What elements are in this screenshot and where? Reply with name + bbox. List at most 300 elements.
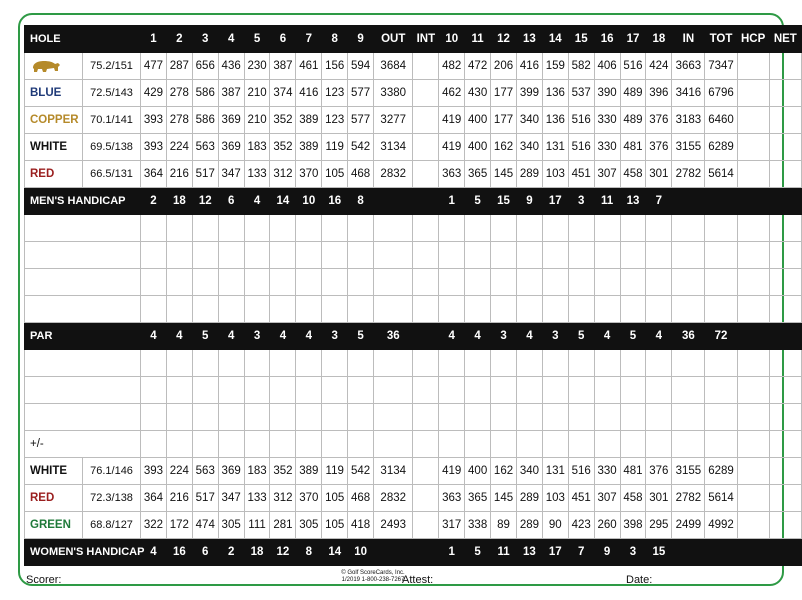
score-entry-cell[interactable]	[620, 431, 646, 458]
score-entry-cell[interactable]	[439, 350, 465, 377]
score-entry-cell[interactable]	[348, 215, 374, 242]
net-cell	[769, 80, 801, 107]
score-entry-cell[interactable]	[348, 431, 374, 458]
score-entry-cell[interactable]	[594, 431, 620, 458]
score-entry-cell[interactable]	[594, 215, 620, 242]
par-row-value: 3	[322, 323, 348, 350]
score-entry-cell[interactable]	[737, 404, 769, 431]
par-row-value: 3	[244, 323, 270, 350]
score-entry-cell[interactable]	[737, 431, 769, 458]
player-name-cell[interactable]	[25, 350, 141, 377]
womens-handicap-row-value: 1	[439, 539, 465, 566]
score-entry-cell[interactable]	[542, 269, 568, 296]
score-entry-cell[interactable]	[413, 215, 439, 242]
score-entry-cell[interactable]	[705, 296, 737, 323]
score-entry-cell[interactable]	[620, 404, 646, 431]
yardage-cell: 287	[166, 53, 192, 80]
yardage-cell: 123	[322, 80, 348, 107]
score-entry-cell[interactable]	[516, 215, 542, 242]
score-entry-cell[interactable]	[413, 269, 439, 296]
score-entry-cell[interactable]	[374, 377, 413, 404]
score-entry-cell[interactable]	[568, 431, 594, 458]
yardage-cell: 481	[620, 134, 646, 161]
yardage-cell: 387	[218, 80, 244, 107]
score-entry-cell[interactable]	[516, 377, 542, 404]
mens-handicap-row-value: 5	[465, 188, 491, 215]
score-entry-cell[interactable]	[192, 242, 218, 269]
score-entry-cell[interactable]	[542, 377, 568, 404]
score-entry-cell[interactable]	[141, 431, 167, 458]
score-entry-cell[interactable]	[270, 377, 296, 404]
yardage-cell: 400	[465, 134, 491, 161]
tee-row	[25, 80, 802, 107]
score-entry-cell[interactable]	[737, 242, 769, 269]
mens-handicap-row-value: 15	[491, 188, 517, 215]
score-entry-cell[interactable]	[192, 296, 218, 323]
score-entry-cell[interactable]	[141, 269, 167, 296]
score-entry-cell[interactable]	[218, 215, 244, 242]
score-entry-cell[interactable]	[491, 431, 517, 458]
player-name-cell[interactable]	[25, 215, 141, 242]
score-entry-cell[interactable]	[737, 296, 769, 323]
hcp-header: HCP	[737, 26, 769, 53]
yardage-cell: 430	[465, 80, 491, 107]
par-row-label: PAR	[25, 323, 141, 350]
score-entry-cell[interactable]	[620, 215, 646, 242]
score-entry-cell[interactable]	[218, 269, 244, 296]
score-entry-cell[interactable]	[737, 350, 769, 377]
score-entry-cell[interactable]	[769, 215, 801, 242]
score-entry-cell[interactable]	[516, 296, 542, 323]
score-entry-cell[interactable]	[620, 242, 646, 269]
score-entry-cell[interactable]	[672, 377, 705, 404]
score-entry-cell[interactable]	[769, 350, 801, 377]
score-entry-cell[interactable]	[166, 350, 192, 377]
score-entry-cell[interactable]	[244, 242, 270, 269]
yardage-cell: 369	[218, 107, 244, 134]
out-total: 2832	[374, 485, 413, 512]
score-entry-cell[interactable]	[296, 377, 322, 404]
score-entry-cell[interactable]	[491, 242, 517, 269]
yardage-cell: 177	[491, 80, 517, 107]
score-entry-cell[interactable]	[672, 350, 705, 377]
score-entry-cell[interactable]	[439, 269, 465, 296]
score-entry-cell[interactable]	[491, 215, 517, 242]
score-entry-cell[interactable]	[646, 350, 672, 377]
score-entry-cell[interactable]	[516, 269, 542, 296]
score-entry-cell[interactable]	[166, 269, 192, 296]
score-entry-cell[interactable]	[413, 350, 439, 377]
score-entry-cell[interactable]	[413, 404, 439, 431]
hole-number: 6	[270, 26, 296, 53]
yardage-cell: 416	[516, 53, 542, 80]
player-score-row	[25, 377, 802, 404]
score-entry-cell[interactable]	[568, 350, 594, 377]
yardage-cell: 516	[568, 107, 594, 134]
score-entry-cell[interactable]	[374, 350, 413, 377]
score-entry-cell[interactable]	[296, 215, 322, 242]
score-entry-cell[interactable]	[769, 431, 801, 458]
score-entry-cell[interactable]	[322, 242, 348, 269]
yardage-cell: 429	[141, 80, 167, 107]
score-entry-cell[interactable]	[465, 350, 491, 377]
score-entry-cell[interactable]	[166, 242, 192, 269]
score-entry-cell[interactable]	[374, 242, 413, 269]
par-row-value: 3	[491, 323, 517, 350]
yardage-cell: 542	[348, 134, 374, 161]
score-entry-cell[interactable]	[244, 404, 270, 431]
score-entry-cell[interactable]	[465, 296, 491, 323]
score-entry-cell[interactable]	[296, 269, 322, 296]
score-entry-cell[interactable]	[465, 215, 491, 242]
mens-handicap-row-value: 13	[620, 188, 646, 215]
score-entry-cell[interactable]	[594, 350, 620, 377]
score-entry-cell[interactable]	[166, 296, 192, 323]
yardage-cell: 396	[646, 80, 672, 107]
mens-handicap-row-tot	[705, 188, 737, 215]
score-entry-cell[interactable]	[322, 350, 348, 377]
yardage-cell: 312	[270, 485, 296, 512]
yardage-cell: 656	[192, 53, 218, 80]
score-entry-cell[interactable]	[769, 404, 801, 431]
score-entry-cell[interactable]	[166, 431, 192, 458]
score-entry-cell[interactable]	[413, 296, 439, 323]
score-entry-cell[interactable]	[296, 296, 322, 323]
date-label: Date:	[626, 574, 653, 586]
score-entry-cell[interactable]	[322, 269, 348, 296]
score-entry-cell[interactable]	[322, 431, 348, 458]
out-total: 3277	[374, 107, 413, 134]
score-entry-cell[interactable]	[296, 431, 322, 458]
womens-handicap-row-value: 9	[594, 539, 620, 566]
tee-rating: 72.3/138	[83, 485, 141, 512]
tee-row	[25, 107, 802, 134]
score-entry-cell[interactable]	[672, 215, 705, 242]
score-entry-cell[interactable]	[244, 350, 270, 377]
int-cell	[413, 161, 439, 188]
score-entry-cell[interactable]	[322, 404, 348, 431]
par-row-value: 4	[270, 323, 296, 350]
tee-row	[25, 485, 802, 512]
score-entry-cell[interactable]	[270, 215, 296, 242]
womens-handicap-row-value: 18	[244, 539, 270, 566]
score-entry-cell[interactable]	[769, 296, 801, 323]
score-entry-cell[interactable]	[439, 377, 465, 404]
score-entry-cell[interactable]	[737, 215, 769, 242]
score-entry-cell[interactable]	[516, 242, 542, 269]
hole-number: 2	[166, 26, 192, 53]
yardage-cell: 451	[568, 161, 594, 188]
score-entry-cell[interactable]	[166, 404, 192, 431]
score-entry-cell[interactable]	[348, 404, 374, 431]
score-entry-cell[interactable]	[192, 404, 218, 431]
score-entry-cell[interactable]	[705, 377, 737, 404]
score-entry-cell[interactable]	[620, 296, 646, 323]
net-cell	[769, 512, 801, 539]
hole-number: 1	[141, 26, 167, 53]
score-entry-cell[interactable]	[705, 431, 737, 458]
score-entry-cell[interactable]	[270, 431, 296, 458]
score-entry-cell[interactable]	[672, 296, 705, 323]
yardage-cell: 281	[270, 512, 296, 539]
player-name-cell[interactable]	[25, 377, 141, 404]
score-entry-cell[interactable]	[374, 431, 413, 458]
out-total: 2832	[374, 161, 413, 188]
int-cell	[413, 458, 439, 485]
score-entry-cell[interactable]	[413, 242, 439, 269]
score-entry-cell[interactable]	[568, 242, 594, 269]
score-entry-cell[interactable]	[646, 296, 672, 323]
score-entry-cell[interactable]	[491, 350, 517, 377]
score-entry-cell[interactable]	[465, 242, 491, 269]
score-entry-cell[interactable]	[491, 377, 517, 404]
score-entry-cell[interactable]	[141, 242, 167, 269]
score-entry-cell[interactable]	[270, 296, 296, 323]
score-entry-cell[interactable]	[646, 269, 672, 296]
score-entry-cell[interactable]	[374, 296, 413, 323]
hole-number: 7	[296, 26, 322, 53]
score-entry-cell[interactable]	[620, 269, 646, 296]
score-entry-cell[interactable]	[568, 269, 594, 296]
yardage-cell: 230	[244, 53, 270, 80]
hole-number: 16	[594, 26, 620, 53]
womens-handicap-row-int	[413, 539, 439, 566]
womens-handicap-row-value: 2	[218, 539, 244, 566]
score-entry-cell[interactable]	[646, 242, 672, 269]
score-entry-cell[interactable]	[620, 350, 646, 377]
score-entry-cell[interactable]	[439, 242, 465, 269]
score-entry-cell[interactable]	[270, 242, 296, 269]
score-entry-cell[interactable]	[568, 404, 594, 431]
par-row-value: 5	[348, 323, 374, 350]
score-entry-cell[interactable]	[542, 242, 568, 269]
yardage-cell: 416	[296, 80, 322, 107]
score-entry-cell[interactable]	[270, 350, 296, 377]
score-entry-cell[interactable]	[141, 377, 167, 404]
score-entry-cell[interactable]	[465, 377, 491, 404]
score-entry-cell[interactable]	[439, 215, 465, 242]
net-cell	[769, 53, 801, 80]
score-entry-cell[interactable]	[192, 377, 218, 404]
score-entry-cell[interactable]	[620, 377, 646, 404]
score-entry-cell[interactable]	[244, 215, 270, 242]
score-entry-cell[interactable]	[568, 296, 594, 323]
score-entry-cell[interactable]	[705, 404, 737, 431]
score-entry-cell[interactable]	[296, 242, 322, 269]
score-entry-cell[interactable]	[672, 431, 705, 458]
score-entry-cell[interactable]	[491, 404, 517, 431]
hole-header: HOLE	[25, 26, 141, 53]
score-entry-cell[interactable]	[516, 350, 542, 377]
yardage-cell: 260	[594, 512, 620, 539]
tot-total: 6289	[705, 458, 737, 485]
score-entry-cell[interactable]	[348, 269, 374, 296]
score-entry-cell[interactable]	[594, 269, 620, 296]
score-entry-cell[interactable]	[192, 269, 218, 296]
player-name-cell[interactable]	[25, 269, 141, 296]
mens-handicap-row-value: 11	[594, 188, 620, 215]
score-entry-cell[interactable]	[705, 242, 737, 269]
yardage-cell: 418	[348, 512, 374, 539]
score-entry-cell[interactable]	[141, 296, 167, 323]
score-entry-cell[interactable]	[769, 269, 801, 296]
score-entry-cell[interactable]	[296, 404, 322, 431]
score-entry-cell[interactable]	[218, 296, 244, 323]
scorer-label: Scorer:	[26, 574, 62, 586]
score-entry-cell[interactable]	[769, 242, 801, 269]
score-entry-cell[interactable]	[568, 215, 594, 242]
score-entry-cell[interactable]	[568, 377, 594, 404]
score-entry-cell[interactable]	[491, 296, 517, 323]
score-entry-cell[interactable]	[192, 350, 218, 377]
womens-handicap-row-value: 17	[542, 539, 568, 566]
score-entry-cell[interactable]	[705, 269, 737, 296]
header-row	[25, 26, 802, 53]
score-entry-cell[interactable]	[672, 269, 705, 296]
score-entry-cell[interactable]	[646, 215, 672, 242]
score-entry-cell[interactable]	[594, 404, 620, 431]
score-entry-cell[interactable]	[491, 269, 517, 296]
score-entry-cell[interactable]	[192, 215, 218, 242]
score-entry-cell[interactable]	[218, 404, 244, 431]
score-entry-cell[interactable]	[348, 350, 374, 377]
score-entry-cell[interactable]	[348, 296, 374, 323]
score-entry-cell[interactable]	[244, 296, 270, 323]
score-entry-cell[interactable]	[166, 377, 192, 404]
yardage-cell: 363	[439, 161, 465, 188]
score-entry-cell[interactable]	[270, 404, 296, 431]
yardage-cell: 305	[218, 512, 244, 539]
score-entry-cell[interactable]	[737, 377, 769, 404]
par-row-hcp	[737, 323, 769, 350]
score-entry-cell[interactable]	[594, 296, 620, 323]
int-cell	[413, 107, 439, 134]
in-total: 2782	[672, 485, 705, 512]
score-entry-cell[interactable]	[516, 404, 542, 431]
net-cell	[769, 458, 801, 485]
player-name-cell[interactable]	[25, 404, 141, 431]
womens-handicap-row-value: 13	[516, 539, 542, 566]
yardage-cell: 369	[218, 458, 244, 485]
out-total: 3134	[374, 458, 413, 485]
score-entry-cell[interactable]	[218, 377, 244, 404]
player-name-cell[interactable]	[25, 296, 141, 323]
score-entry-cell[interactable]	[594, 242, 620, 269]
player-score-row	[25, 404, 802, 431]
yardage-cell: 594	[348, 53, 374, 80]
score-entry-cell[interactable]	[166, 215, 192, 242]
hcp-cell	[737, 134, 769, 161]
score-entry-cell[interactable]	[542, 350, 568, 377]
yardage-cell: 517	[192, 485, 218, 512]
score-entry-cell[interactable]	[672, 404, 705, 431]
score-entry-cell[interactable]	[542, 431, 568, 458]
yardage-cell: 156	[322, 53, 348, 80]
hole-number: 17	[620, 26, 646, 53]
net-cell	[769, 107, 801, 134]
score-entry-cell[interactable]	[218, 242, 244, 269]
score-entry-cell[interactable]	[322, 215, 348, 242]
score-entry-cell[interactable]	[348, 377, 374, 404]
score-entry-cell[interactable]	[244, 377, 270, 404]
yardage-cell: 136	[542, 107, 568, 134]
score-entry-cell[interactable]	[542, 296, 568, 323]
score-entry-cell[interactable]	[439, 296, 465, 323]
score-entry-cell[interactable]	[439, 404, 465, 431]
score-entry-cell[interactable]	[141, 404, 167, 431]
score-entry-cell[interactable]	[348, 242, 374, 269]
yardage-cell: 481	[620, 458, 646, 485]
yardage-cell: 162	[491, 458, 517, 485]
score-entry-cell[interactable]	[244, 431, 270, 458]
mens-handicap-row-value: 16	[322, 188, 348, 215]
yardage-cell: 577	[348, 80, 374, 107]
score-entry-cell[interactable]	[322, 377, 348, 404]
score-entry-cell[interactable]	[141, 350, 167, 377]
score-entry-cell[interactable]	[218, 431, 244, 458]
par-row-value: 4	[141, 323, 167, 350]
score-entry-cell[interactable]	[672, 242, 705, 269]
score-entry-cell[interactable]	[465, 404, 491, 431]
score-entry-cell[interactable]	[542, 404, 568, 431]
score-entry-cell[interactable]	[594, 377, 620, 404]
yardage-cell: 474	[192, 512, 218, 539]
score-entry-cell[interactable]	[646, 404, 672, 431]
score-entry-cell[interactable]	[192, 431, 218, 458]
score-entry-cell[interactable]	[465, 431, 491, 458]
score-entry-cell[interactable]	[516, 431, 542, 458]
int-cell	[413, 80, 439, 107]
yardage-cell: 393	[141, 458, 167, 485]
mens-handicap-row-value: 18	[166, 188, 192, 215]
score-entry-cell[interactable]	[705, 215, 737, 242]
score-entry-cell[interactable]	[322, 296, 348, 323]
womens-handicap-row-value: 6	[192, 539, 218, 566]
score-entry-cell[interactable]	[244, 269, 270, 296]
score-entry-cell[interactable]	[542, 215, 568, 242]
score-entry-cell[interactable]	[413, 431, 439, 458]
mens-handicap-row-out	[374, 188, 413, 215]
tot-total: 5614	[705, 161, 737, 188]
score-entry-cell[interactable]	[769, 377, 801, 404]
score-entry-cell[interactable]	[465, 269, 491, 296]
score-entry-cell[interactable]	[737, 269, 769, 296]
yardage-cell: 305	[296, 512, 322, 539]
in-total: 3416	[672, 80, 705, 107]
score-entry-cell[interactable]	[705, 350, 737, 377]
score-entry-cell[interactable]	[270, 269, 296, 296]
score-entry-cell[interactable]	[646, 431, 672, 458]
in-total: 3155	[672, 458, 705, 485]
score-entry-cell[interactable]	[439, 431, 465, 458]
player-name-cell[interactable]	[25, 242, 141, 269]
score-entry-cell[interactable]	[374, 404, 413, 431]
par-row-value: 5	[568, 323, 594, 350]
out-total: 3134	[374, 134, 413, 161]
tee-row	[25, 134, 802, 161]
score-entry-cell[interactable]	[374, 215, 413, 242]
par-row	[25, 323, 802, 350]
score-entry-cell[interactable]	[646, 377, 672, 404]
copyright-line: 1/2019 1-800-238-7267	[341, 577, 405, 583]
score-entry-cell[interactable]	[296, 350, 322, 377]
score-entry-cell[interactable]	[141, 215, 167, 242]
yardage-cell: 389	[296, 134, 322, 161]
score-entry-cell[interactable]	[218, 350, 244, 377]
yardage-cell: 119	[322, 134, 348, 161]
score-entry-cell[interactable]	[374, 269, 413, 296]
score-entry-cell[interactable]	[413, 377, 439, 404]
